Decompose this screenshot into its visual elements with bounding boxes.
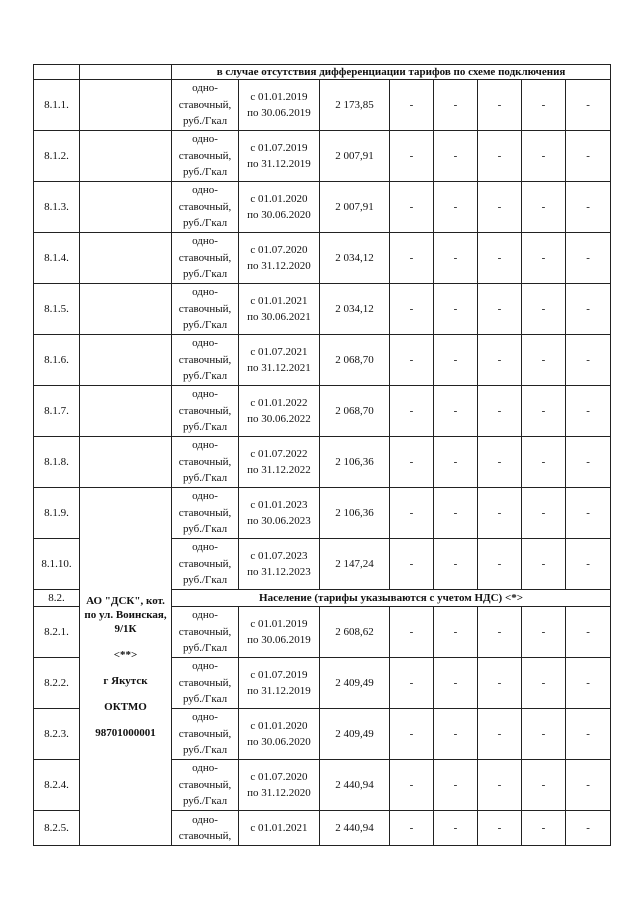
tariff-type-line: одно- bbox=[192, 439, 218, 452]
section-8-2-number: 8.2. bbox=[34, 590, 80, 607]
empty-value-dash: - bbox=[434, 539, 478, 590]
tariff-type-cell bbox=[172, 233, 239, 284]
tariff-value: 2 034,12 bbox=[320, 284, 390, 335]
period-cell bbox=[239, 80, 320, 131]
tariff-type-line: руб./Гкал bbox=[182, 421, 228, 434]
period-cell bbox=[239, 131, 320, 182]
tariff-type-line: руб./Гкал bbox=[182, 370, 228, 383]
tariff-value: 2 173,85 bbox=[320, 80, 390, 131]
period-line: с 01.07.2019 bbox=[250, 668, 308, 681]
period-line: с 01.01.2020 bbox=[250, 719, 308, 732]
blank-org-cell bbox=[80, 131, 172, 182]
empty-value-dash: - bbox=[390, 760, 434, 811]
empty-value-dash: - bbox=[434, 488, 478, 539]
blank-org-cell bbox=[80, 386, 172, 437]
tariff-value: 2 007,91 bbox=[320, 182, 390, 233]
tariff-type-line: ставочный, bbox=[178, 149, 232, 162]
tariff-type-cell bbox=[172, 658, 239, 709]
empty-value-dash: - bbox=[522, 658, 566, 709]
page-corner-mark bbox=[622, 2, 626, 6]
row-number: 8.1.1. bbox=[34, 80, 80, 131]
table-row bbox=[34, 80, 611, 131]
blank-org-cell bbox=[80, 233, 172, 284]
empty-value-dash: - bbox=[566, 284, 611, 335]
tariff-value: 2 068,70 bbox=[320, 335, 390, 386]
blank-org-cell bbox=[80, 65, 172, 80]
tariff-type-line: руб./Гкал bbox=[182, 693, 228, 706]
period-line: с 01.01.2019 bbox=[250, 90, 308, 103]
period-line: с 01.07.2022 bbox=[250, 447, 308, 460]
tariff-type-cell bbox=[172, 284, 239, 335]
empty-value-dash: - bbox=[478, 386, 522, 437]
empty-value-dash: - bbox=[566, 182, 611, 233]
period-line: по 30.06.2020 bbox=[247, 736, 311, 748]
tariff-type-line: одно- bbox=[192, 388, 218, 401]
tariff-value: 2 068,70 bbox=[320, 386, 390, 437]
period-line: с 01.07.2020 bbox=[250, 243, 308, 256]
empty-value-dash: - bbox=[390, 182, 434, 233]
row-number: 8.1.5. bbox=[34, 284, 80, 335]
empty-value-dash: - bbox=[522, 182, 566, 233]
spacer bbox=[80, 714, 171, 726]
empty-value-dash: - bbox=[390, 233, 434, 284]
tariff-type-line: одно- bbox=[192, 762, 218, 775]
empty-value-dash: - bbox=[390, 488, 434, 539]
blank-org-cell bbox=[80, 80, 172, 131]
empty-value-dash: - bbox=[390, 709, 434, 760]
empty-value-dash: - bbox=[390, 284, 434, 335]
period-line: с 01.07.2020 bbox=[250, 770, 308, 783]
empty-value-dash: - bbox=[522, 386, 566, 437]
tariff-type-cell bbox=[172, 607, 239, 658]
empty-value-dash: - bbox=[566, 607, 611, 658]
tariff-type-line: ставочный, bbox=[178, 302, 232, 315]
tariff-type-line: одно- bbox=[192, 541, 218, 554]
spacer bbox=[80, 688, 171, 700]
tariff-type-line: одно- bbox=[192, 184, 218, 197]
empty-value-dash: - bbox=[478, 284, 522, 335]
oktmo-code: 98701000001 bbox=[95, 726, 156, 739]
tariff-type-cell bbox=[172, 760, 239, 811]
empty-value-dash: - bbox=[566, 539, 611, 590]
empty-value-dash: - bbox=[478, 760, 522, 811]
tariff-type-line: ставочный, bbox=[178, 251, 232, 264]
blank-org-cell bbox=[80, 182, 172, 233]
tariff-type-line: ставочный, bbox=[178, 455, 232, 468]
empty-value-dash: - bbox=[478, 131, 522, 182]
period-cell bbox=[239, 182, 320, 233]
period-cell bbox=[239, 607, 320, 658]
tariff-type-line: руб./Гкал bbox=[182, 217, 228, 230]
empty-value-dash: - bbox=[522, 80, 566, 131]
tariff-type-line: одно- bbox=[192, 235, 218, 248]
tariff-type-line: руб./Гкал bbox=[182, 523, 228, 536]
tariff-type-cell bbox=[172, 80, 239, 131]
tariff-type-line: одно- bbox=[192, 286, 218, 299]
row-number: 8.2.5. bbox=[34, 811, 80, 846]
period-line: с 01.07.2023 bbox=[250, 549, 308, 562]
table-row bbox=[34, 488, 611, 539]
tariff-type-cell bbox=[172, 488, 239, 539]
empty-value-dash: - bbox=[522, 811, 566, 846]
empty-value-dash: - bbox=[434, 131, 478, 182]
empty-value-dash: - bbox=[522, 233, 566, 284]
empty-value-dash: - bbox=[478, 233, 522, 284]
tariff-type-line: одно- bbox=[192, 82, 218, 95]
empty-value-dash: - bbox=[522, 488, 566, 539]
tariff-value: 2 440,94 bbox=[320, 811, 390, 846]
organization-city: г Якутск bbox=[103, 674, 148, 687]
period-line: по 31.12.2019 bbox=[247, 685, 311, 697]
organization-note: <**> bbox=[113, 648, 138, 661]
empty-value-dash: - bbox=[478, 488, 522, 539]
empty-value-dash: - bbox=[566, 488, 611, 539]
empty-value-dash: - bbox=[478, 335, 522, 386]
empty-value-dash: - bbox=[434, 233, 478, 284]
tariff-value: 2 147,24 bbox=[320, 539, 390, 590]
tariff-type-line: ставочный, bbox=[178, 98, 232, 111]
row-number: 8.2.4. bbox=[34, 760, 80, 811]
table-row bbox=[34, 182, 611, 233]
tariff-type-line: ставочный, bbox=[178, 353, 232, 366]
spacer bbox=[80, 662, 171, 674]
period-line: по 30.06.2021 bbox=[247, 311, 311, 323]
period-line: с 01.01.2022 bbox=[250, 396, 308, 409]
empty-value-dash: - bbox=[566, 386, 611, 437]
empty-value-dash: - bbox=[390, 80, 434, 131]
empty-value-dash: - bbox=[566, 437, 611, 488]
period-cell bbox=[239, 709, 320, 760]
empty-value-dash: - bbox=[434, 80, 478, 131]
tariff-type-cell bbox=[172, 709, 239, 760]
row-number: 8.1.7. bbox=[34, 386, 80, 437]
spacer bbox=[80, 636, 171, 648]
empty-value-dash: - bbox=[478, 539, 522, 590]
oktmo-label: ОКТМО bbox=[104, 700, 147, 713]
table-row bbox=[34, 386, 611, 437]
empty-value-dash: - bbox=[434, 437, 478, 488]
tariff-type-line: руб./Гкал bbox=[182, 319, 228, 332]
row-number: 8.1.3. bbox=[34, 182, 80, 233]
period-line: по 30.06.2022 bbox=[247, 413, 311, 425]
tariff-type-line: одно- bbox=[192, 133, 218, 146]
period-line: по 31.12.2023 bbox=[247, 566, 311, 578]
period-line: по 31.12.2021 bbox=[247, 362, 311, 374]
tariff-type-line: одно- bbox=[192, 609, 218, 622]
row-number: 8.1.4. bbox=[34, 233, 80, 284]
empty-value-dash: - bbox=[434, 386, 478, 437]
tariff-type-cell bbox=[172, 182, 239, 233]
organization-cell bbox=[80, 488, 172, 846]
tariff-type-line: ставочный, bbox=[178, 676, 232, 689]
empty-value-dash: - bbox=[566, 80, 611, 131]
tariff-type-line: руб./Гкал bbox=[182, 642, 228, 655]
period-line: по 31.12.2020 bbox=[247, 260, 311, 272]
tariff-table-body bbox=[34, 65, 611, 846]
row-number: 8.1.10. bbox=[34, 539, 80, 590]
empty-value-dash: - bbox=[566, 709, 611, 760]
tariff-type-line: одно- bbox=[192, 337, 218, 350]
tariff-type-cell bbox=[172, 539, 239, 590]
tariff-type-line: руб./Гкал bbox=[182, 472, 228, 485]
empty-value-dash: - bbox=[478, 607, 522, 658]
tariff-type-line: ставочный, bbox=[178, 506, 232, 519]
blank-org-cell bbox=[80, 335, 172, 386]
tariff-type-line: руб./Гкал bbox=[182, 166, 228, 179]
period-cell bbox=[239, 335, 320, 386]
period-line: с 01.01.2021 bbox=[250, 821, 308, 834]
period-cell bbox=[239, 437, 320, 488]
period-line: по 30.06.2019 bbox=[247, 634, 311, 646]
tariff-value: 2 106,36 bbox=[320, 437, 390, 488]
tariff-value: 2 608,62 bbox=[320, 607, 390, 658]
period-line: с 01.07.2019 bbox=[250, 141, 308, 154]
empty-value-dash: - bbox=[434, 658, 478, 709]
empty-value-dash: - bbox=[390, 607, 434, 658]
tariff-type-line: ставочный, bbox=[178, 625, 232, 638]
empty-value-dash: - bbox=[566, 760, 611, 811]
empty-value-dash: - bbox=[434, 811, 478, 846]
empty-value-dash: - bbox=[434, 284, 478, 335]
empty-value-dash: - bbox=[390, 386, 434, 437]
empty-value-dash: - bbox=[390, 811, 434, 846]
empty-value-dash: - bbox=[522, 539, 566, 590]
table-row bbox=[34, 233, 611, 284]
period-line: по 31.12.2022 bbox=[247, 464, 311, 476]
period-line: с 01.01.2019 bbox=[250, 617, 308, 630]
row-number: 8.1.9. bbox=[34, 488, 80, 539]
empty-value-dash: - bbox=[522, 607, 566, 658]
period-cell bbox=[239, 760, 320, 811]
period-cell bbox=[239, 488, 320, 539]
empty-value-dash: - bbox=[522, 709, 566, 760]
tariff-type-line: ставочный, bbox=[178, 404, 232, 417]
tariff-type-line: одно- bbox=[192, 813, 218, 826]
period-line: с 01.01.2020 bbox=[250, 192, 308, 205]
tariff-value: 2 034,12 bbox=[320, 233, 390, 284]
empty-value-dash: - bbox=[522, 284, 566, 335]
tariff-type-line: ставочный, bbox=[178, 778, 232, 791]
empty-value-dash: - bbox=[390, 437, 434, 488]
period-line: по 30.06.2023 bbox=[247, 515, 311, 527]
tariff-value: 2 409,49 bbox=[320, 709, 390, 760]
empty-value-dash: - bbox=[390, 539, 434, 590]
empty-value-dash: - bbox=[478, 811, 522, 846]
empty-value-dash: - bbox=[522, 335, 566, 386]
tariff-value: 2 106,36 bbox=[320, 488, 390, 539]
empty-value-dash: - bbox=[522, 760, 566, 811]
empty-value-dash: - bbox=[566, 658, 611, 709]
empty-value-dash: - bbox=[478, 709, 522, 760]
tariff-value: 2 007,91 bbox=[320, 131, 390, 182]
empty-value-dash: - bbox=[522, 131, 566, 182]
period-line: по 31.12.2019 bbox=[247, 158, 311, 170]
period-line: с 01.01.2021 bbox=[250, 294, 308, 307]
blank-num-cell bbox=[34, 65, 80, 80]
empty-value-dash: - bbox=[390, 131, 434, 182]
table-row bbox=[34, 284, 611, 335]
tariff-type-line: одно- bbox=[192, 660, 218, 673]
tariff-type-line: руб./Гкал bbox=[182, 744, 228, 757]
section-8-2-header: Население (тарифы указываются с учетом НДС) <*> bbox=[172, 590, 611, 607]
tariff-type-cell bbox=[172, 335, 239, 386]
period-line: по 30.06.2020 bbox=[247, 209, 311, 221]
empty-value-dash: - bbox=[566, 335, 611, 386]
period-cell bbox=[239, 386, 320, 437]
table-row bbox=[34, 131, 611, 182]
section-header-row bbox=[34, 65, 611, 80]
row-number: 8.2.3. bbox=[34, 709, 80, 760]
tariff-type-line: руб./Гкал bbox=[182, 574, 228, 587]
empty-value-dash: - bbox=[434, 607, 478, 658]
blank-org-cell bbox=[80, 437, 172, 488]
tariff-type-cell bbox=[172, 811, 239, 846]
tariff-type-line: руб./Гкал bbox=[182, 795, 228, 808]
empty-value-dash: - bbox=[566, 131, 611, 182]
row-number: 8.1.2. bbox=[34, 131, 80, 182]
period-line: с 01.01.2023 bbox=[250, 498, 308, 511]
empty-value-dash: - bbox=[434, 182, 478, 233]
period-cell bbox=[239, 811, 320, 846]
tariff-type-line: одно- bbox=[192, 711, 218, 724]
tariff-type-line: ставочный, bbox=[178, 200, 232, 213]
tariff-type-line: руб./Гкал bbox=[182, 268, 228, 281]
row-number: 8.1.6. bbox=[34, 335, 80, 386]
period-line: по 31.12.2020 bbox=[247, 787, 311, 799]
row-number: 8.2.1. bbox=[34, 607, 80, 658]
section-8-1-header: в случае отсутствия дифференциации тарифов по схеме подключения bbox=[172, 65, 611, 80]
period-line: по 30.06.2019 bbox=[247, 107, 311, 119]
tariff-type-cell bbox=[172, 131, 239, 182]
period-cell bbox=[239, 658, 320, 709]
empty-value-dash: - bbox=[566, 811, 611, 846]
tariff-type-line: ставочный, bbox=[178, 830, 232, 842]
empty-value-dash: - bbox=[566, 233, 611, 284]
table-row bbox=[34, 335, 611, 386]
empty-value-dash: - bbox=[390, 658, 434, 709]
period-line: с 01.07.2021 bbox=[250, 345, 308, 358]
empty-value-dash: - bbox=[478, 80, 522, 131]
empty-value-dash: - bbox=[478, 658, 522, 709]
empty-value-dash: - bbox=[434, 335, 478, 386]
row-number: 8.1.8. bbox=[34, 437, 80, 488]
tariff-value: 2 409,49 bbox=[320, 658, 390, 709]
tariff-type-cell bbox=[172, 437, 239, 488]
blank-org-cell bbox=[80, 284, 172, 335]
period-cell bbox=[239, 233, 320, 284]
period-cell bbox=[239, 539, 320, 590]
tariff-type-line: одно- bbox=[192, 490, 218, 503]
empty-value-dash: - bbox=[478, 437, 522, 488]
tariff-type-cell bbox=[172, 386, 239, 437]
empty-value-dash: - bbox=[434, 760, 478, 811]
empty-value-dash: - bbox=[478, 182, 522, 233]
period-cell bbox=[239, 284, 320, 335]
empty-value-dash: - bbox=[522, 437, 566, 488]
organization-name: АО "ДСК", кот. по ул. Воинская, 9/1К bbox=[84, 594, 167, 635]
tariff-type-line: ставочный, bbox=[178, 557, 232, 570]
table-row bbox=[34, 437, 611, 488]
empty-value-dash: - bbox=[390, 335, 434, 386]
tariff-type-line: ставочный, bbox=[178, 727, 232, 740]
row-number: 8.2.2. bbox=[34, 658, 80, 709]
tariff-table bbox=[33, 64, 611, 846]
tariff-value: 2 440,94 bbox=[320, 760, 390, 811]
tariff-type-line: руб./Гкал bbox=[182, 115, 228, 128]
empty-value-dash: - bbox=[434, 709, 478, 760]
